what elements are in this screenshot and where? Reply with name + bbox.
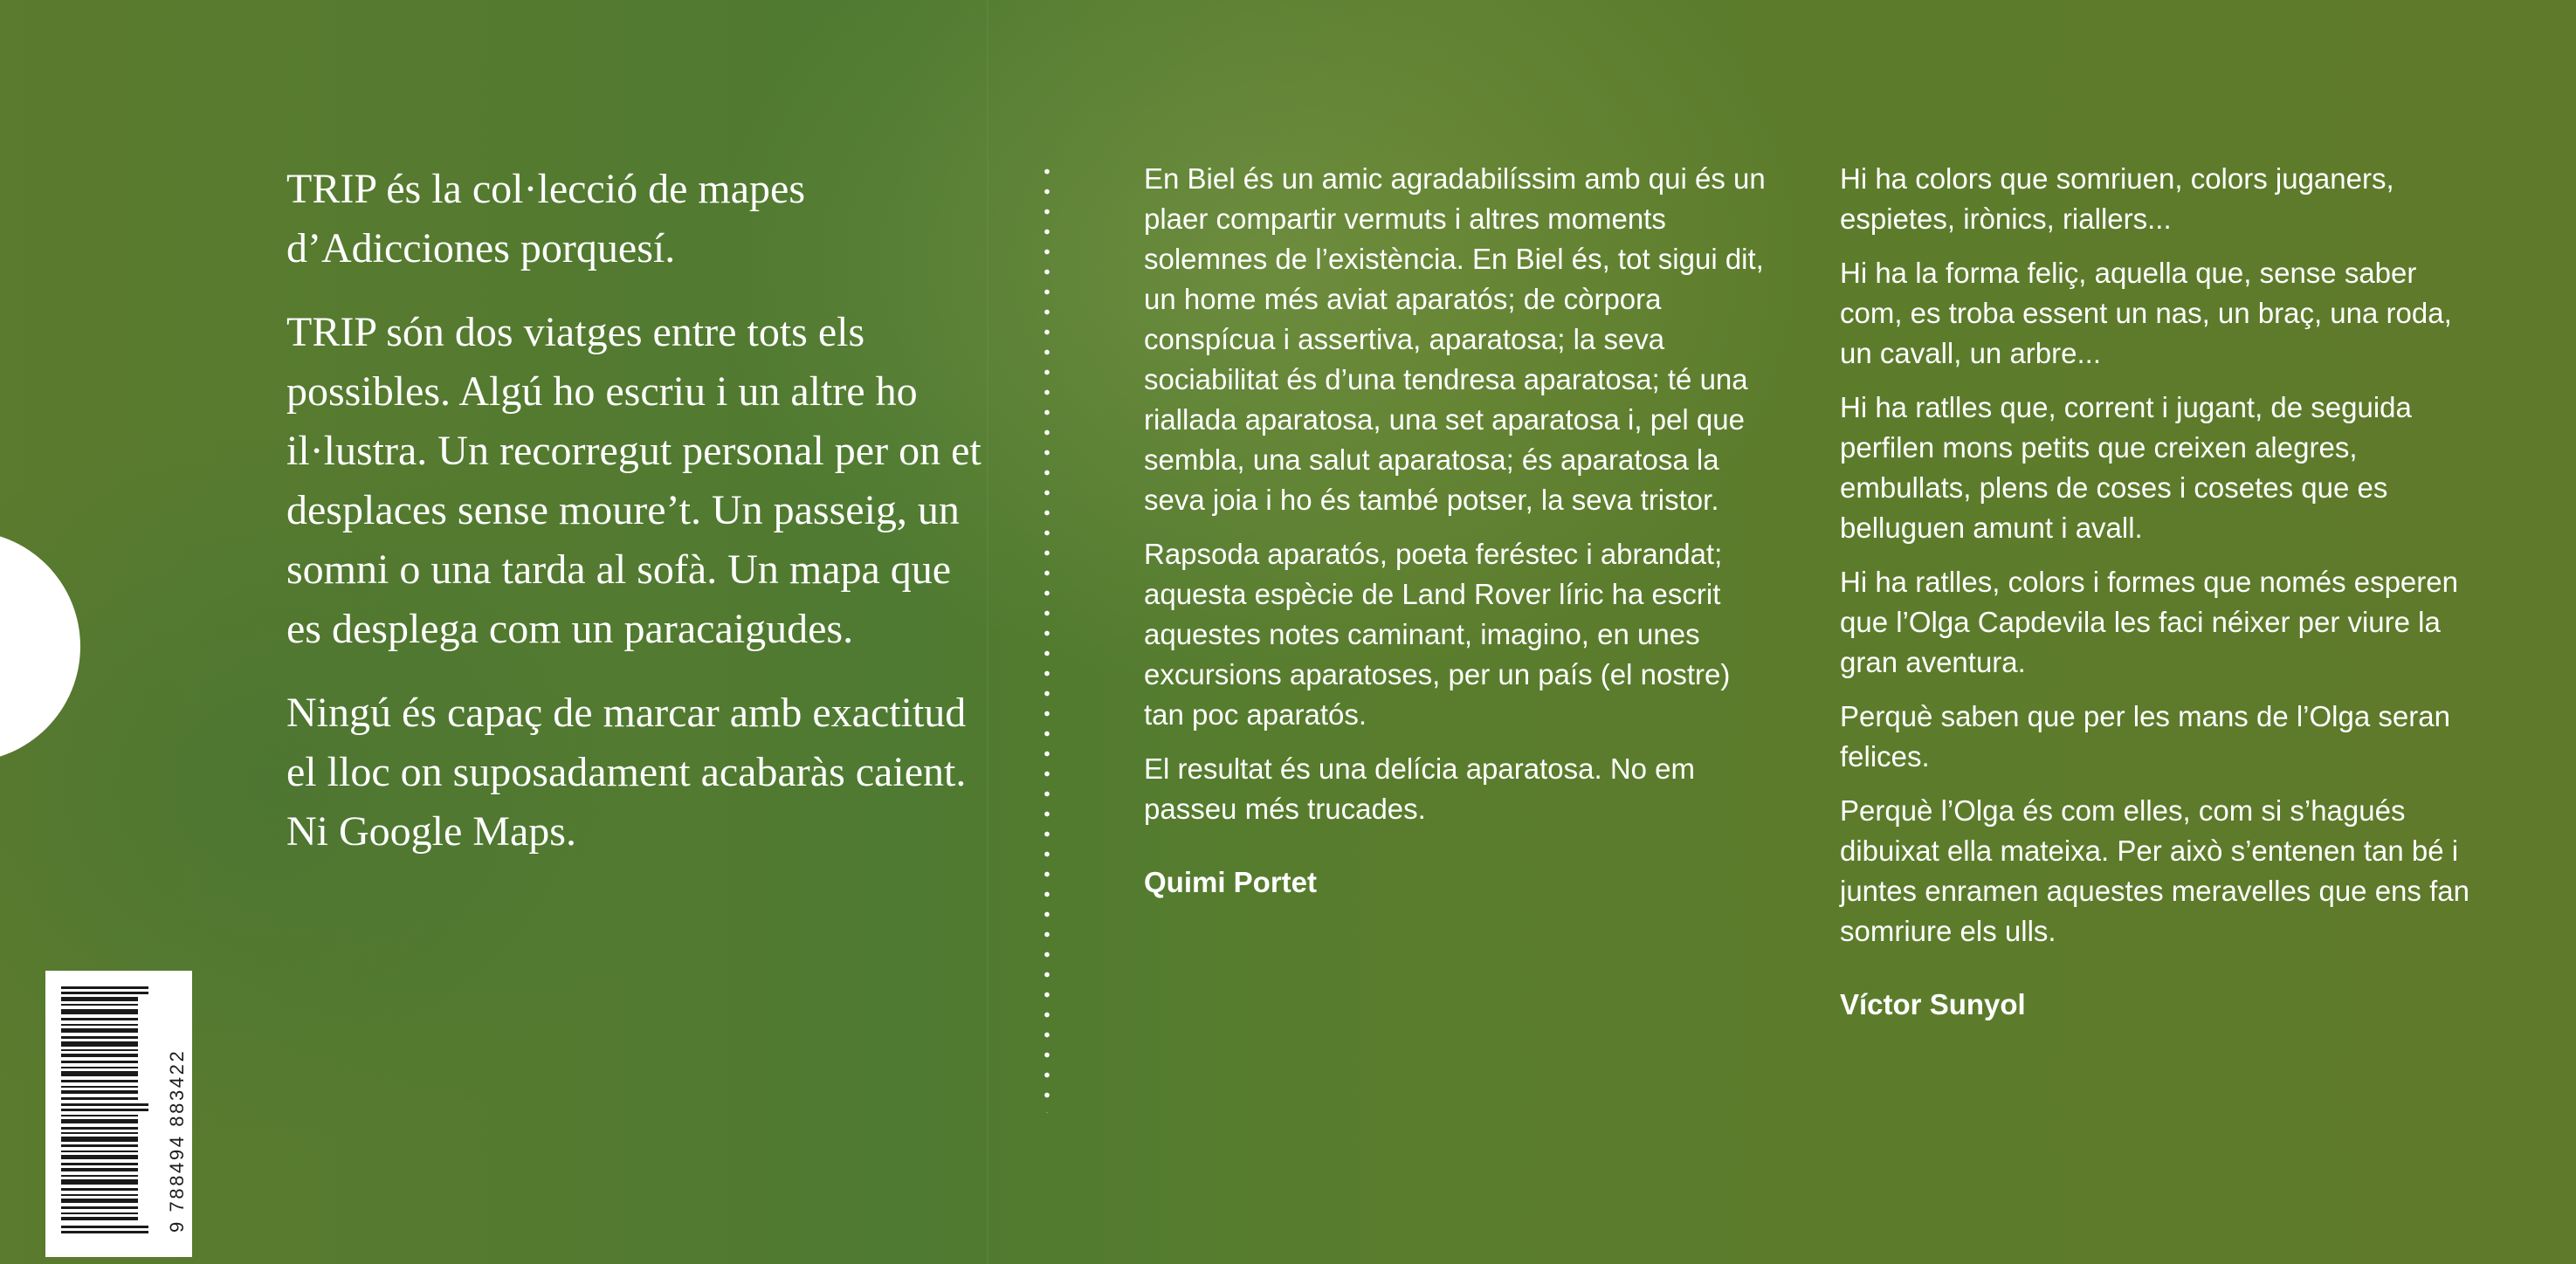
right-signature: Víctor Sunyol [1840, 988, 2026, 1020]
cover-fold-line [987, 0, 988, 1264]
left-paragraph-1: TRIP és la col·lecció de mapes d’Adicciones porquesí. [286, 166, 805, 271]
thumb-notch-cutout [0, 531, 80, 762]
right-paragraph-5: Perquè saben que per les mans de l’Olga seran felices. [1840, 700, 2450, 773]
left-paragraph-3: Ningú és capaç de marcar amb exactitud el lloc on suposadament acabaràs caient. Ni Google Maps. [286, 690, 967, 855]
right-paragraph-4: Hi ha ratlles, colors i formes que només esperen que l’Olga Capdevila les faci néixer per viure la gran aventura. [1840, 566, 2458, 678]
isbn-number: 9 788494 883422 [166, 1048, 188, 1233]
right-paragraph-2: Hi ha la forma feliç, aquella que, sense saber com, es troba essent un nas, un braç, una roda, un cavall, un arbre... [1840, 257, 2452, 369]
illustrator-blurb-column [1840, 159, 2477, 1039]
middle-paragraph-2: Rapsoda aparatós, poeta feréstec i abrandat; aquesta espècie de Land Rover líric ha escrit aquestes notes caminant, imagino, en unes excursions aparatoses, per un país (el nostre) tan poc aparatós. [1144, 538, 1731, 731]
right-paragraph-3: Hi ha ratlles que, corrent i jugant, de seguida perfilen mons petits que creixen alegres, embullats, plens de coses i cosetes que es belluguen amunt i avall. [1840, 391, 2412, 544]
middle-signature: Quimi Portet [1144, 866, 1318, 898]
collection-description [286, 160, 985, 886]
barcode-bars [61, 986, 157, 1241]
author-blurb-column [1144, 159, 1773, 917]
right-paragraph-6: Perquè l’Olga és com elles, com si s’hagués dibuixat ella mateixa. Per això s’entenen tan bé i juntes enramen aquestes meravelles que ens fan somriure els ulls. [1840, 794, 2469, 947]
left-paragraph-2: TRIP són dos viatges entre tots els possibles. Algú ho escriu i un altre ho il·lustra. Un recorregut personal per on et desplaces sense moure’t. Un passeig, un somni o una tarda al sofà. Un mapa que es desplega com un paracaigudes. [286, 309, 981, 652]
middle-paragraph-1: En Biel és un amic agradabilíssim amb qui és un plaer compartir vermuts i altres moments solemnes de l’existència. En Biel és, tot sigui dit, un home més aviat aparatós; de còrpora conspícua i assertiva, aparatosa; la seva sociabilitat és d’una tendresa aparatosa; té una riallada aparatosa, una set aparatosa i, pel que sembla, una salut aparatosa; és aparatosa la seva joia i ho és també potser, la seva tristor. [1144, 162, 1766, 516]
right-paragraph-1: Hi ha colors que somriuen, colors juganers, espietes, irònics, riallers... [1840, 162, 2394, 235]
barcode-label [45, 971, 192, 1257]
dotted-divider [1044, 161, 1050, 1113]
middle-paragraph-3: El resultat és una delícia aparatosa. No em passeu més trucades. [1144, 752, 1696, 825]
